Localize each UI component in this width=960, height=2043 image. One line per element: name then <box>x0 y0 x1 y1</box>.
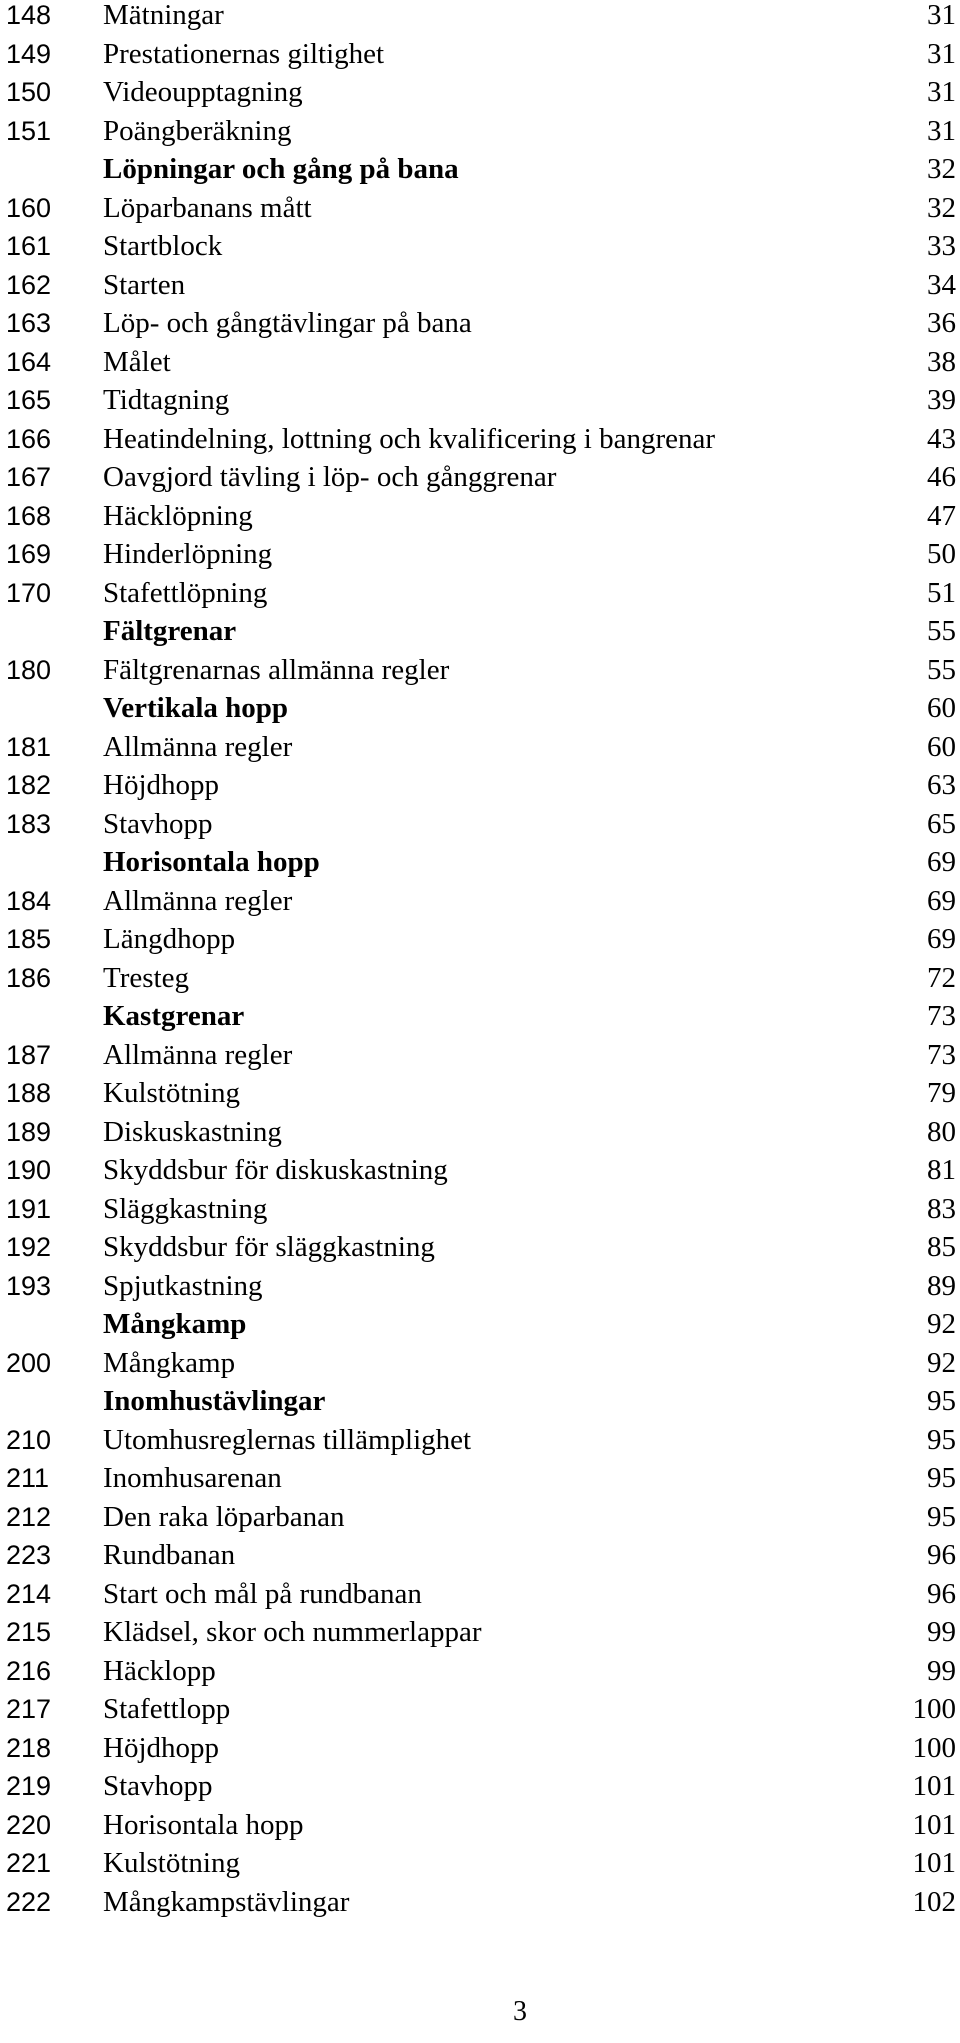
page-reference: 92 <box>927 1308 956 1340</box>
rule-number: 162 <box>6 269 52 300</box>
rule-title: Löp- och gångtävlingar på bana <box>103 307 472 339</box>
rule-title: Startblock <box>103 230 223 262</box>
rule-number: 220 <box>6 1809 52 1840</box>
page-reference: 39 <box>927 384 956 416</box>
rule-number: 222 <box>6 1886 52 1917</box>
rule-number: 211 <box>6 1463 50 1493</box>
rule-title: Oavgjord tävling i löp- och gånggrenar <box>103 461 557 493</box>
toc-entry <box>0 1575 960 1614</box>
page-reference: 55 <box>927 615 956 647</box>
page-reference: 96 <box>927 1577 956 1610</box>
toc-entry <box>0 1844 960 1883</box>
toc-entry <box>0 0 960 35</box>
rule-title: Löparbanans mått <box>103 191 312 224</box>
rule-title: Häcklöpning <box>103 499 253 532</box>
page-reference: 89 <box>927 1269 956 1302</box>
rule-title: Allmänna regler <box>103 730 293 763</box>
toc-entry <box>0 728 960 767</box>
page-reference: 46 <box>927 461 956 493</box>
toc-entry <box>0 227 960 266</box>
page-reference: 73 <box>927 1000 956 1032</box>
page-reference: 83 <box>927 1192 956 1225</box>
toc-entry <box>0 805 960 844</box>
toc-entry <box>0 920 960 959</box>
rule-title: Kulstötning <box>103 1847 240 1879</box>
toc-entry <box>0 304 960 343</box>
page-reference: 102 <box>912 1885 956 1918</box>
page-reference: 95 <box>927 1462 956 1494</box>
rule-title: Släggkastning <box>103 1192 268 1225</box>
rule-title: Starten <box>103 268 186 301</box>
rule-number: 168 <box>6 500 52 531</box>
page-reference: 32 <box>927 191 956 224</box>
rule-title: Heatindelning, lottning och kvalificering i bangrenar <box>103 422 716 455</box>
rule-title: Stavhopp <box>103 1770 213 1802</box>
rule-number: 163 <box>6 308 52 338</box>
rule-title: Prestationernas giltighet <box>103 37 385 70</box>
page-reference: 96 <box>927 1539 956 1571</box>
toc-entry <box>0 266 960 305</box>
rule-number: 182 <box>6 770 52 800</box>
rule-title: Rundbanan <box>103 1539 236 1571</box>
rule-number: 218 <box>6 1732 52 1763</box>
rule-title: Klädsel, skor och nummerlappar <box>103 1616 482 1648</box>
page-reference: 72 <box>927 961 956 994</box>
rule-title: Målet <box>103 345 171 378</box>
toc-entry <box>0 1421 960 1460</box>
rule-number: 184 <box>6 885 52 916</box>
toc-entry <box>0 458 960 497</box>
page-reference: 101 <box>912 1847 956 1879</box>
rule-number: 219 <box>6 1771 52 1801</box>
toc-entry <box>0 343 960 382</box>
rule-title: Skyddsbur för släggkastning <box>103 1231 435 1263</box>
page-reference: 60 <box>927 692 956 724</box>
rule-number: 169 <box>6 539 52 569</box>
toc-entry <box>0 1074 960 1113</box>
page-reference: 79 <box>927 1077 956 1109</box>
toc-entry <box>0 651 960 690</box>
rule-number: 193 <box>6 1270 52 1301</box>
toc-entry <box>0 1883 960 1922</box>
rule-number: 191 <box>6 1193 52 1224</box>
page-reference: 31 <box>927 76 956 108</box>
section-title: Mångkamp <box>103 1308 247 1340</box>
page-reference: 32 <box>927 153 956 185</box>
toc-entry <box>0 535 960 574</box>
rule-title: Tresteg <box>103 961 189 994</box>
toc-entry <box>0 1113 960 1152</box>
page-reference: 47 <box>927 499 956 532</box>
section-title: Inomhustävlingar <box>103 1385 326 1417</box>
toc-entry <box>0 1690 960 1729</box>
rule-title: Mätningar <box>103 0 224 31</box>
page-reference: 69 <box>927 923 956 955</box>
rule-title: Mångkamp <box>103 1346 236 1379</box>
rule-title: Den raka löparbanan <box>103 1500 345 1533</box>
toc-section-heading <box>0 1305 960 1344</box>
page-reference: 101 <box>912 1770 956 1802</box>
rule-number: 161 <box>6 231 52 261</box>
page-reference: 95 <box>927 1385 956 1417</box>
toc-entry <box>0 1498 960 1537</box>
rule-title: Mångkampstävlingar <box>103 1885 350 1918</box>
rule-title: Hinderlöpning <box>103 538 273 570</box>
rule-title: Videoupptagning <box>103 76 303 108</box>
rule-number: 164 <box>6 346 52 377</box>
toc-entry <box>0 1036 960 1075</box>
toc-entry <box>0 766 960 805</box>
toc-entry <box>0 1652 960 1691</box>
rule-title: Längdhopp <box>103 923 236 955</box>
rule-number: 216 <box>6 1655 52 1686</box>
rule-title: Kulstötning <box>103 1077 240 1109</box>
rule-number: 180 <box>6 654 52 685</box>
rule-title: Häcklopp <box>103 1654 216 1687</box>
toc-section-heading <box>0 612 960 651</box>
page-reference: 63 <box>927 769 956 801</box>
rule-number: 181 <box>6 731 52 762</box>
page-reference: 99 <box>927 1654 956 1687</box>
page-reference: 100 <box>912 1731 956 1764</box>
page-reference: 100 <box>912 1693 956 1725</box>
toc-entry <box>0 112 960 151</box>
page-reference: 31 <box>927 0 956 31</box>
rule-title: Höjdhopp <box>103 769 219 801</box>
toc-entry <box>0 381 960 420</box>
toc-entry <box>0 1806 960 1845</box>
page-reference: 69 <box>927 846 956 878</box>
page-reference: 38 <box>927 345 956 378</box>
section-title: Fältgrenar <box>103 615 237 647</box>
toc-entry <box>0 959 960 998</box>
page-reference: 65 <box>927 807 956 840</box>
section-title: Horisontala hopp <box>103 846 320 878</box>
rule-number: 185 <box>6 924 52 954</box>
rule-number: 166 <box>6 423 52 454</box>
rule-number: 151 <box>6 115 52 146</box>
rule-title: Tidtagning <box>103 384 230 416</box>
rule-title: Stavhopp <box>103 807 213 840</box>
rule-number: 167 <box>6 462 52 492</box>
rule-number: 160 <box>6 192 52 223</box>
toc-entry <box>0 1344 960 1383</box>
rule-number: 186 <box>6 962 52 993</box>
rule-number: 188 <box>6 1078 52 1108</box>
toc-entry <box>0 1613 960 1652</box>
toc-section-heading <box>0 1382 960 1421</box>
rule-number: 148 <box>6 0 52 30</box>
toc-entry <box>0 1151 960 1190</box>
toc-entry <box>0 1459 960 1498</box>
page-reference: 31 <box>927 114 956 147</box>
rule-title: Skyddsbur för diskuskastning <box>103 1154 448 1186</box>
rule-number: 183 <box>6 808 52 839</box>
toc-entry <box>0 35 960 74</box>
toc-entry <box>0 497 960 536</box>
page-reference: 92 <box>927 1346 956 1379</box>
toc-entry <box>0 1228 960 1267</box>
toc-entry <box>0 1267 960 1306</box>
rule-title: Stafettlöpning <box>103 576 268 609</box>
toc-entry <box>0 1536 960 1575</box>
page-reference: 81 <box>927 1154 956 1186</box>
section-title: Kastgrenar <box>103 1000 245 1032</box>
toc-entry <box>0 1767 960 1806</box>
rule-number: 149 <box>6 38 52 69</box>
page-reference: 73 <box>927 1038 956 1071</box>
toc-entry <box>0 420 960 459</box>
toc-section-heading <box>0 150 960 189</box>
toc-entry <box>0 1190 960 1229</box>
section-title: Löpningar och gång på bana <box>103 153 459 185</box>
page-reference: 43 <box>927 422 956 455</box>
rule-number: 190 <box>6 1155 52 1185</box>
toc-section-heading <box>0 689 960 728</box>
rule-number: 187 <box>6 1039 52 1070</box>
rule-title: Utomhusreglernas tillämplighet <box>103 1423 472 1456</box>
rule-number: 210 <box>6 1424 52 1455</box>
toc-entry <box>0 73 960 112</box>
page-reference: 95 <box>927 1500 956 1533</box>
page-number: 3 <box>513 1996 527 2027</box>
page-reference: 36 <box>927 307 956 339</box>
rule-title: Allmänna regler <box>103 884 293 917</box>
rule-title: Höjdhopp <box>103 1731 219 1764</box>
rule-number: 150 <box>6 77 52 107</box>
rule-number: 221 <box>6 1848 52 1878</box>
toc-section-heading <box>0 843 960 882</box>
rule-number: 192 <box>6 1232 52 1262</box>
page-reference: 95 <box>927 1423 956 1456</box>
rule-number: 212 <box>6 1501 52 1532</box>
page-reference: 69 <box>927 884 956 917</box>
rule-title: Diskuskastning <box>103 1115 282 1148</box>
rule-number: 215 <box>6 1617 52 1647</box>
rule-number: 217 <box>6 1694 52 1724</box>
page-reference: 85 <box>927 1231 956 1263</box>
rule-title: Spjutkastning <box>103 1269 263 1302</box>
page-reference: 31 <box>927 37 956 70</box>
rule-number: 200 <box>6 1347 52 1378</box>
rule-number: 165 <box>6 385 52 415</box>
rule-title: Inomhusarenan <box>103 1462 282 1494</box>
page-reference: 60 <box>927 730 956 763</box>
toc-entry <box>0 189 960 228</box>
rule-number: 189 <box>6 1116 52 1147</box>
toc-entry <box>0 574 960 613</box>
rule-title: Start och mål på rundbanan <box>103 1577 422 1610</box>
page-reference: 99 <box>927 1616 956 1648</box>
page-reference: 51 <box>927 576 956 609</box>
rule-number: 214 <box>6 1578 52 1609</box>
page-reference: 80 <box>927 1115 956 1148</box>
rule-number: 223 <box>6 1540 52 1570</box>
rule-title: Fältgrenarnas allmänna regler <box>103 653 450 686</box>
rule-title: Allmänna regler <box>103 1038 293 1071</box>
page-reference: 50 <box>927 538 956 570</box>
page-reference: 33 <box>927 230 956 262</box>
section-title: Vertikala hopp <box>103 692 289 724</box>
toc-section-heading <box>0 997 960 1036</box>
page-reference: 101 <box>912 1808 956 1841</box>
page-reference: 55 <box>927 653 956 686</box>
rule-title: Poängberäkning <box>103 114 292 147</box>
rule-title: Horisontala hopp <box>103 1808 304 1841</box>
toc-entry <box>0 882 960 921</box>
rule-title: Stafettlopp <box>103 1693 231 1725</box>
page-reference: 34 <box>927 268 956 301</box>
toc-entry <box>0 1729 960 1768</box>
rule-number: 170 <box>6 577 52 608</box>
